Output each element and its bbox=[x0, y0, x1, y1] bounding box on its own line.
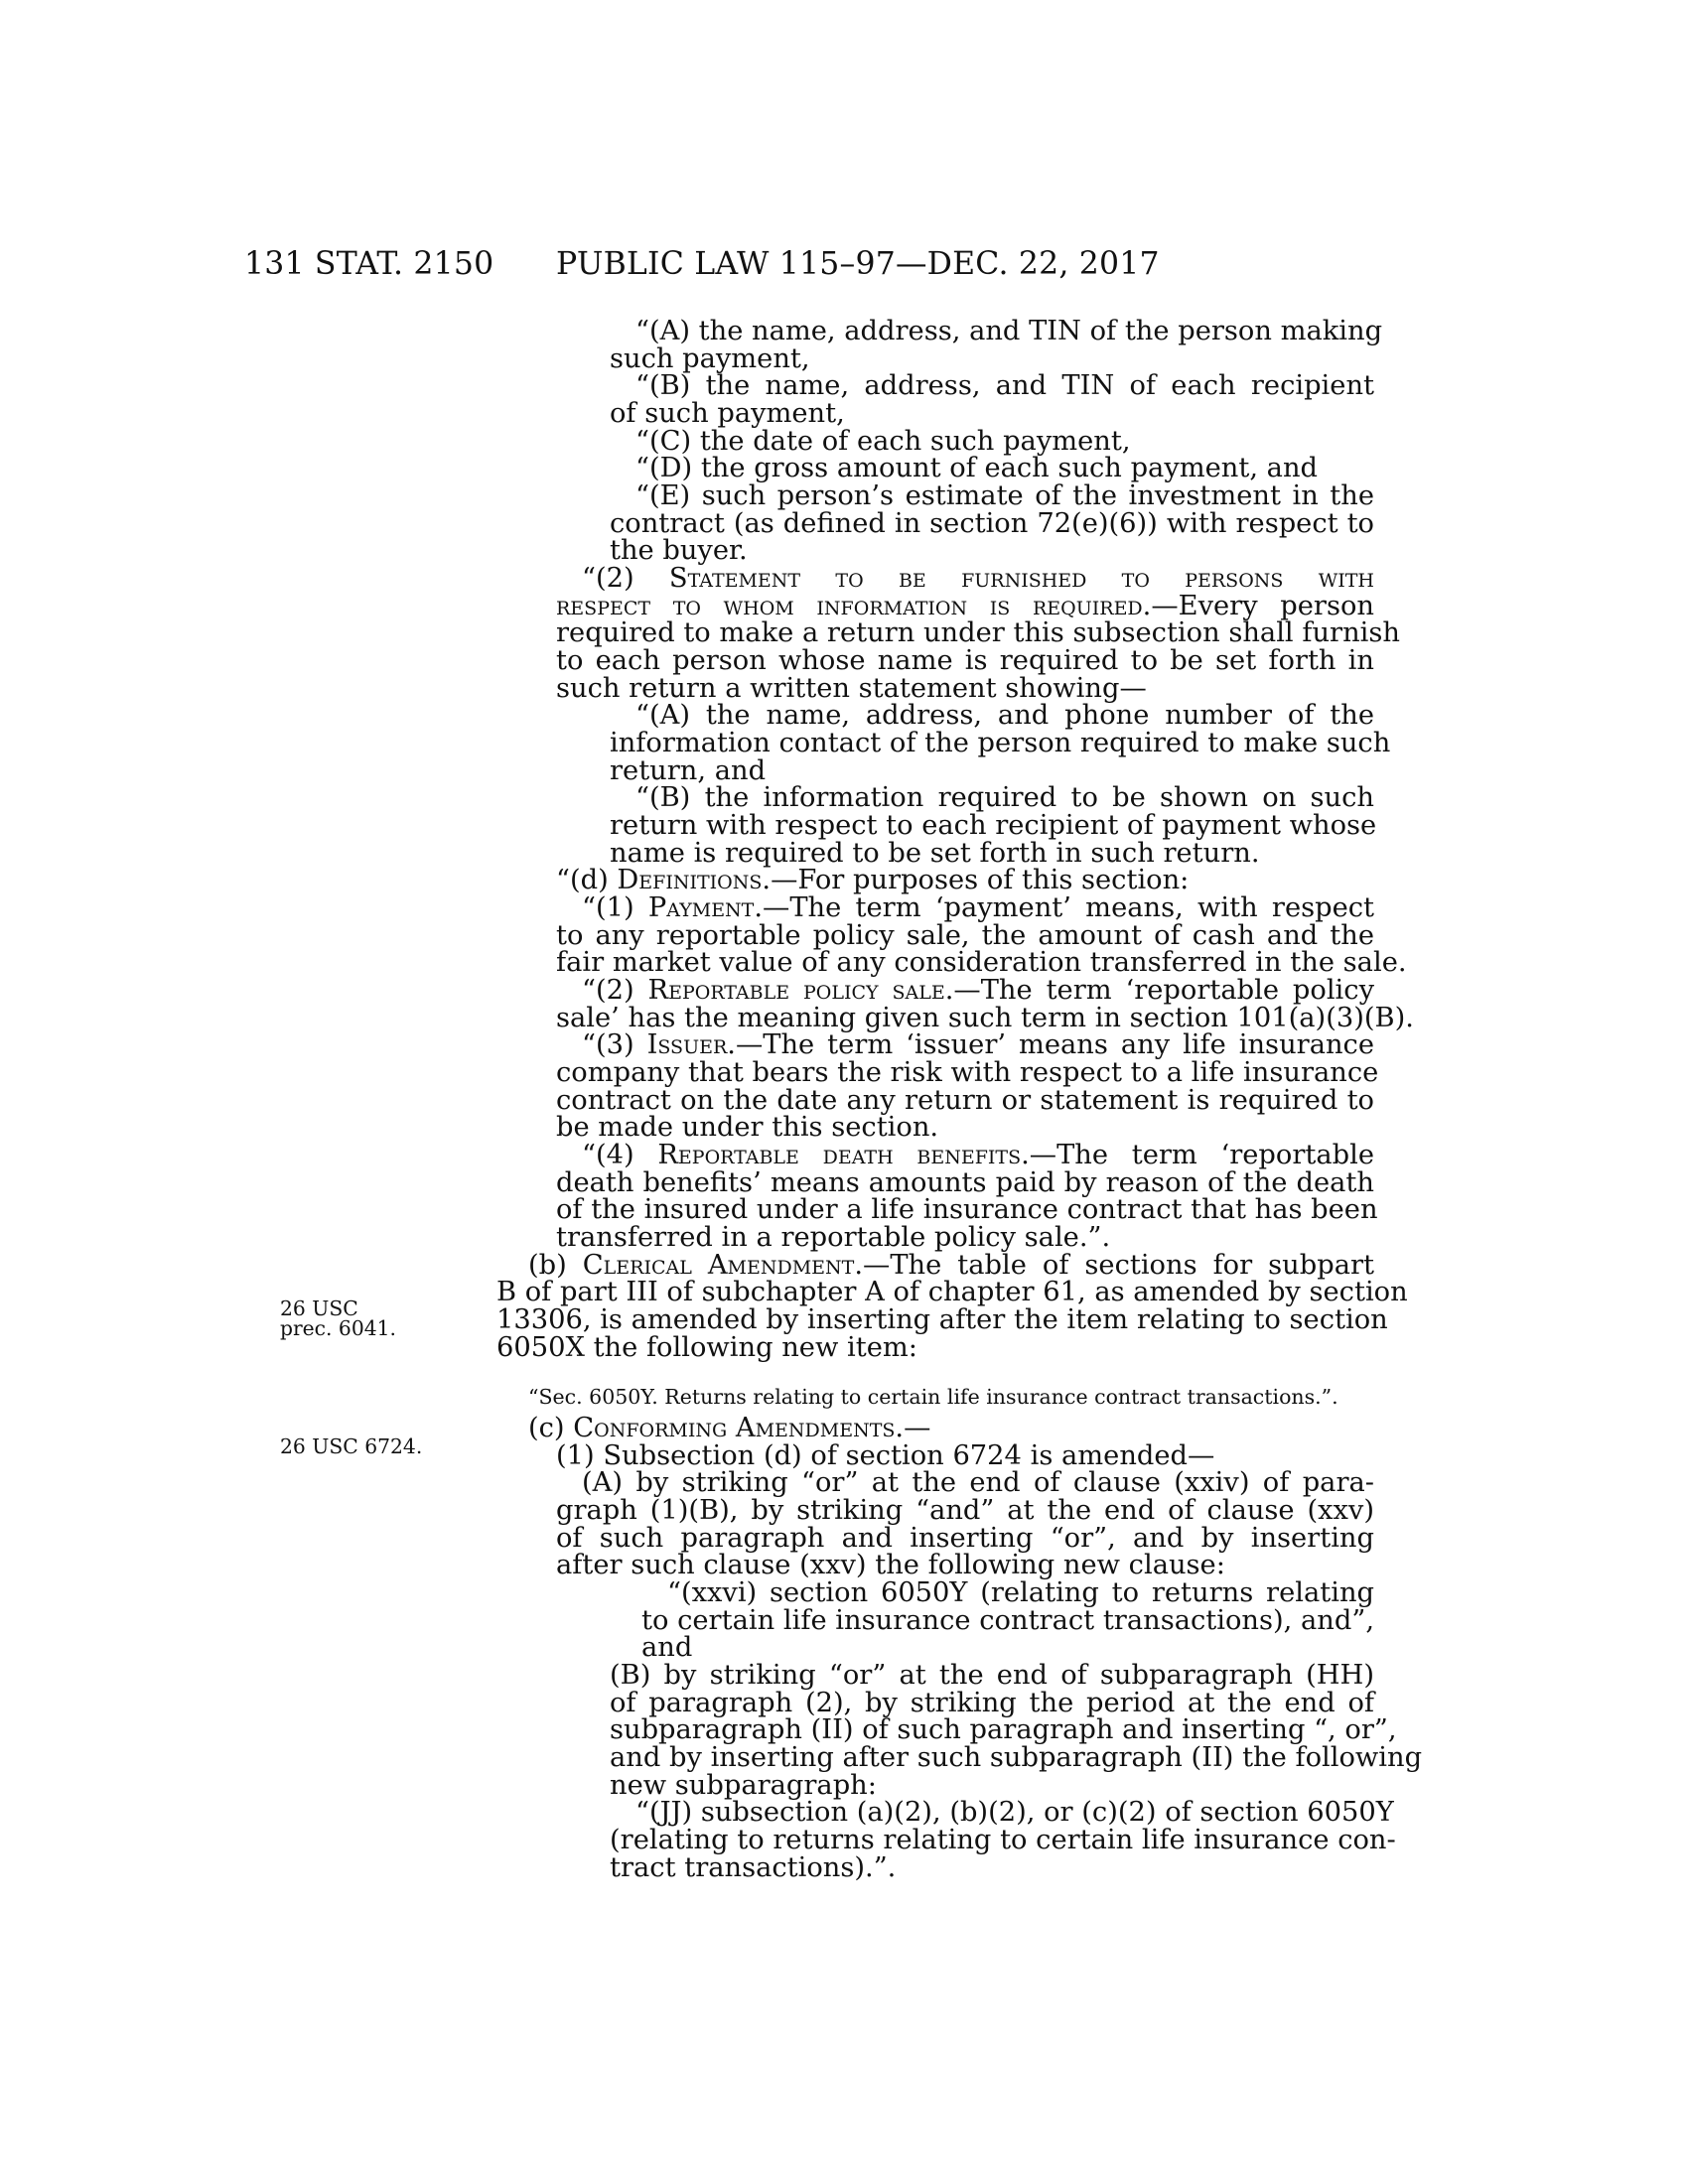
paragraph-caption: Conforming Amendments. bbox=[573, 1413, 905, 1443]
paragraph-caption: Reportable death benefits. bbox=[657, 1140, 1030, 1170]
body-line: “(C) the date of each such payment, bbox=[635, 426, 1131, 457]
table-of-sections-item: “Sec. 6050Y. Returns relating to certain life insurance contract transactions.”. bbox=[528, 1385, 1338, 1409]
body-line: such payment, bbox=[610, 343, 810, 374]
paragraph-number: (c) bbox=[528, 1413, 565, 1443]
body-line: contract (as defined in section 72(e)(6)) with respect to bbox=[610, 508, 1374, 539]
body-line: to each person whose name is required to be set forth in bbox=[556, 645, 1374, 676]
body-line: contract on the date any return or statement is required to bbox=[556, 1085, 1374, 1116]
body-line: the buyer. bbox=[610, 535, 748, 566]
body-line: to any reportable policy sale, the amount of cash and the bbox=[556, 920, 1374, 951]
margin-note-usc-6724: 26 USC 6724. bbox=[280, 1434, 423, 1458]
margin-note-usc-prec bbox=[280, 1298, 396, 1339]
body-line: “(A) the name, address, and phone number of the bbox=[635, 700, 1374, 731]
section-heading-definitions bbox=[556, 867, 1189, 894]
body-line: fair market value of any consideration transferred in the sale. bbox=[556, 947, 1407, 978]
body-line: new subparagraph: bbox=[610, 1770, 877, 1801]
body-line: and by inserting after such subparagraph (II) the following bbox=[610, 1742, 1423, 1773]
body-line: “(A) the name, address, and TIN of the person making bbox=[635, 316, 1383, 346]
body-line bbox=[556, 593, 1374, 620]
body-line: after such clause (xxv) the following new clause: bbox=[556, 1550, 1225, 1580]
body-line: (B) by striking “or” at the end of subparagraph (HH) bbox=[610, 1660, 1374, 1691]
body-line bbox=[582, 894, 1374, 922]
margin-note-line: prec. 6041. bbox=[280, 1316, 396, 1341]
body-line: required to make a return under this subsection shall furnish bbox=[556, 617, 1400, 648]
paragraph-text: —The term ‘reportable policy bbox=[953, 975, 1374, 1006]
paragraph-caption: Statement to be furnished to persons with bbox=[668, 563, 1374, 594]
body-line: death benefits’ means amounts paid by reason of the death bbox=[556, 1167, 1374, 1198]
body-line: 13306, is amended by inserting after the item relating to section bbox=[496, 1304, 1388, 1335]
body-line: return with respect to each recipient of payment whose bbox=[610, 810, 1377, 841]
paragraph-number: “(2) bbox=[582, 975, 634, 1006]
body-line bbox=[582, 1142, 1374, 1169]
body-line: be made under this section. bbox=[556, 1112, 939, 1143]
paragraph-caption: Issuer. bbox=[646, 1029, 736, 1060]
page-stat-citation: 131 STAT. 2150 bbox=[244, 246, 494, 282]
body-line: information contact of the person required to make such bbox=[610, 728, 1391, 758]
body-line bbox=[582, 977, 1374, 1005]
body-line: of such payment, bbox=[610, 398, 845, 429]
body-line: (1) Subsection (d) of section 6724 is amended— bbox=[556, 1440, 1215, 1471]
paragraph-caption: Payment. bbox=[647, 892, 764, 923]
margin-note-line: 26 USC bbox=[280, 1297, 358, 1320]
page-running-head: PUBLIC LAW 115–97—DEC. 22, 2017 bbox=[556, 246, 1160, 282]
body-line bbox=[528, 1252, 1374, 1280]
paragraph-text: —The term ‘payment’ means, with respect bbox=[763, 892, 1374, 923]
paragraph-caption: respect to whom information is required. bbox=[556, 591, 1152, 621]
body-line: “(xxvi) section 6050Y (relating to returns relating bbox=[667, 1577, 1374, 1608]
paragraph-number: “(d) bbox=[556, 865, 609, 895]
body-line: transferred in a reportable policy sale.”. bbox=[556, 1222, 1111, 1253]
paragraph-heading-statement bbox=[582, 565, 1374, 593]
paragraph-text: —Every person bbox=[1151, 591, 1374, 621]
body-line: “(E) such person’s estimate of the investment in the bbox=[635, 480, 1374, 511]
body-line: “(JJ) subsection (a)(2), (b)(2), or (c)(2) of section 6050Y bbox=[635, 1797, 1394, 1828]
body-line: to certain life insurance contract transactions), and”, bbox=[641, 1605, 1374, 1636]
paragraph-caption: Clerical Amendment. bbox=[582, 1250, 864, 1281]
body-line: tract transactions).”. bbox=[610, 1852, 897, 1883]
paragraph-number: “(1) bbox=[582, 892, 634, 923]
body-line: “(B) the name, address, and TIN of each recipient bbox=[635, 370, 1374, 401]
paragraph-number: “(4) bbox=[582, 1140, 634, 1170]
body-line: company that bears the risk with respect to a life insurance bbox=[556, 1057, 1379, 1088]
body-line: return, and bbox=[610, 755, 767, 786]
body-line: “(B) the information required to be shown on such bbox=[635, 782, 1374, 813]
paragraph-text: —The term ‘reportable bbox=[1029, 1140, 1374, 1170]
paragraph-number: (b) bbox=[528, 1250, 567, 1281]
paragraph-text: — bbox=[904, 1413, 931, 1443]
body-line bbox=[582, 1031, 1374, 1059]
paragraph-text: —For purposes of this section: bbox=[771, 865, 1190, 895]
body-line: such return a written statement showing— bbox=[556, 673, 1147, 704]
body-line: 6050X the following new item: bbox=[496, 1332, 917, 1363]
body-line: of the insured under a life insurance contract that has been bbox=[556, 1194, 1378, 1225]
paragraph-caption: Reportable policy sale. bbox=[647, 975, 954, 1006]
body-line: name is required to be set forth in such return. bbox=[610, 838, 1260, 869]
paragraph-caption: Definitions. bbox=[617, 865, 772, 895]
paragraph-number: “(2) bbox=[582, 563, 634, 594]
body-line: subparagraph (II) of such paragraph and inserting “, or”, bbox=[610, 1714, 1397, 1745]
body-line: B of part III of subchapter A of chapter 61, as amended by section bbox=[496, 1277, 1408, 1307]
body-line: (relating to returns relating to certain life insurance con- bbox=[610, 1825, 1396, 1855]
paragraph-text: —The term ‘issuer’ means any life insurance bbox=[735, 1029, 1374, 1060]
paragraph-number: “(3) bbox=[582, 1029, 634, 1060]
body-line: “(D) the gross amount of each such payment, and bbox=[635, 453, 1319, 483]
body-line: of such paragraph and inserting “or”, and by inserting bbox=[556, 1523, 1374, 1554]
body-line: graph (1)(B), by striking “and” at the end of clause (xxv) bbox=[556, 1495, 1374, 1526]
body-line: (A) by striking “or” at the end of clause (xxiv) of para- bbox=[582, 1467, 1374, 1498]
body-line: sale’ has the meaning given such term in section 101(a)(3)(B). bbox=[556, 1003, 1414, 1033]
body-line: of paragraph (2), by striking the period at the end of bbox=[610, 1688, 1374, 1718]
body-line: and bbox=[641, 1632, 693, 1663]
paragraph-text: —The table of sections for subpart bbox=[863, 1250, 1374, 1281]
section-heading-conforming bbox=[528, 1415, 930, 1442]
